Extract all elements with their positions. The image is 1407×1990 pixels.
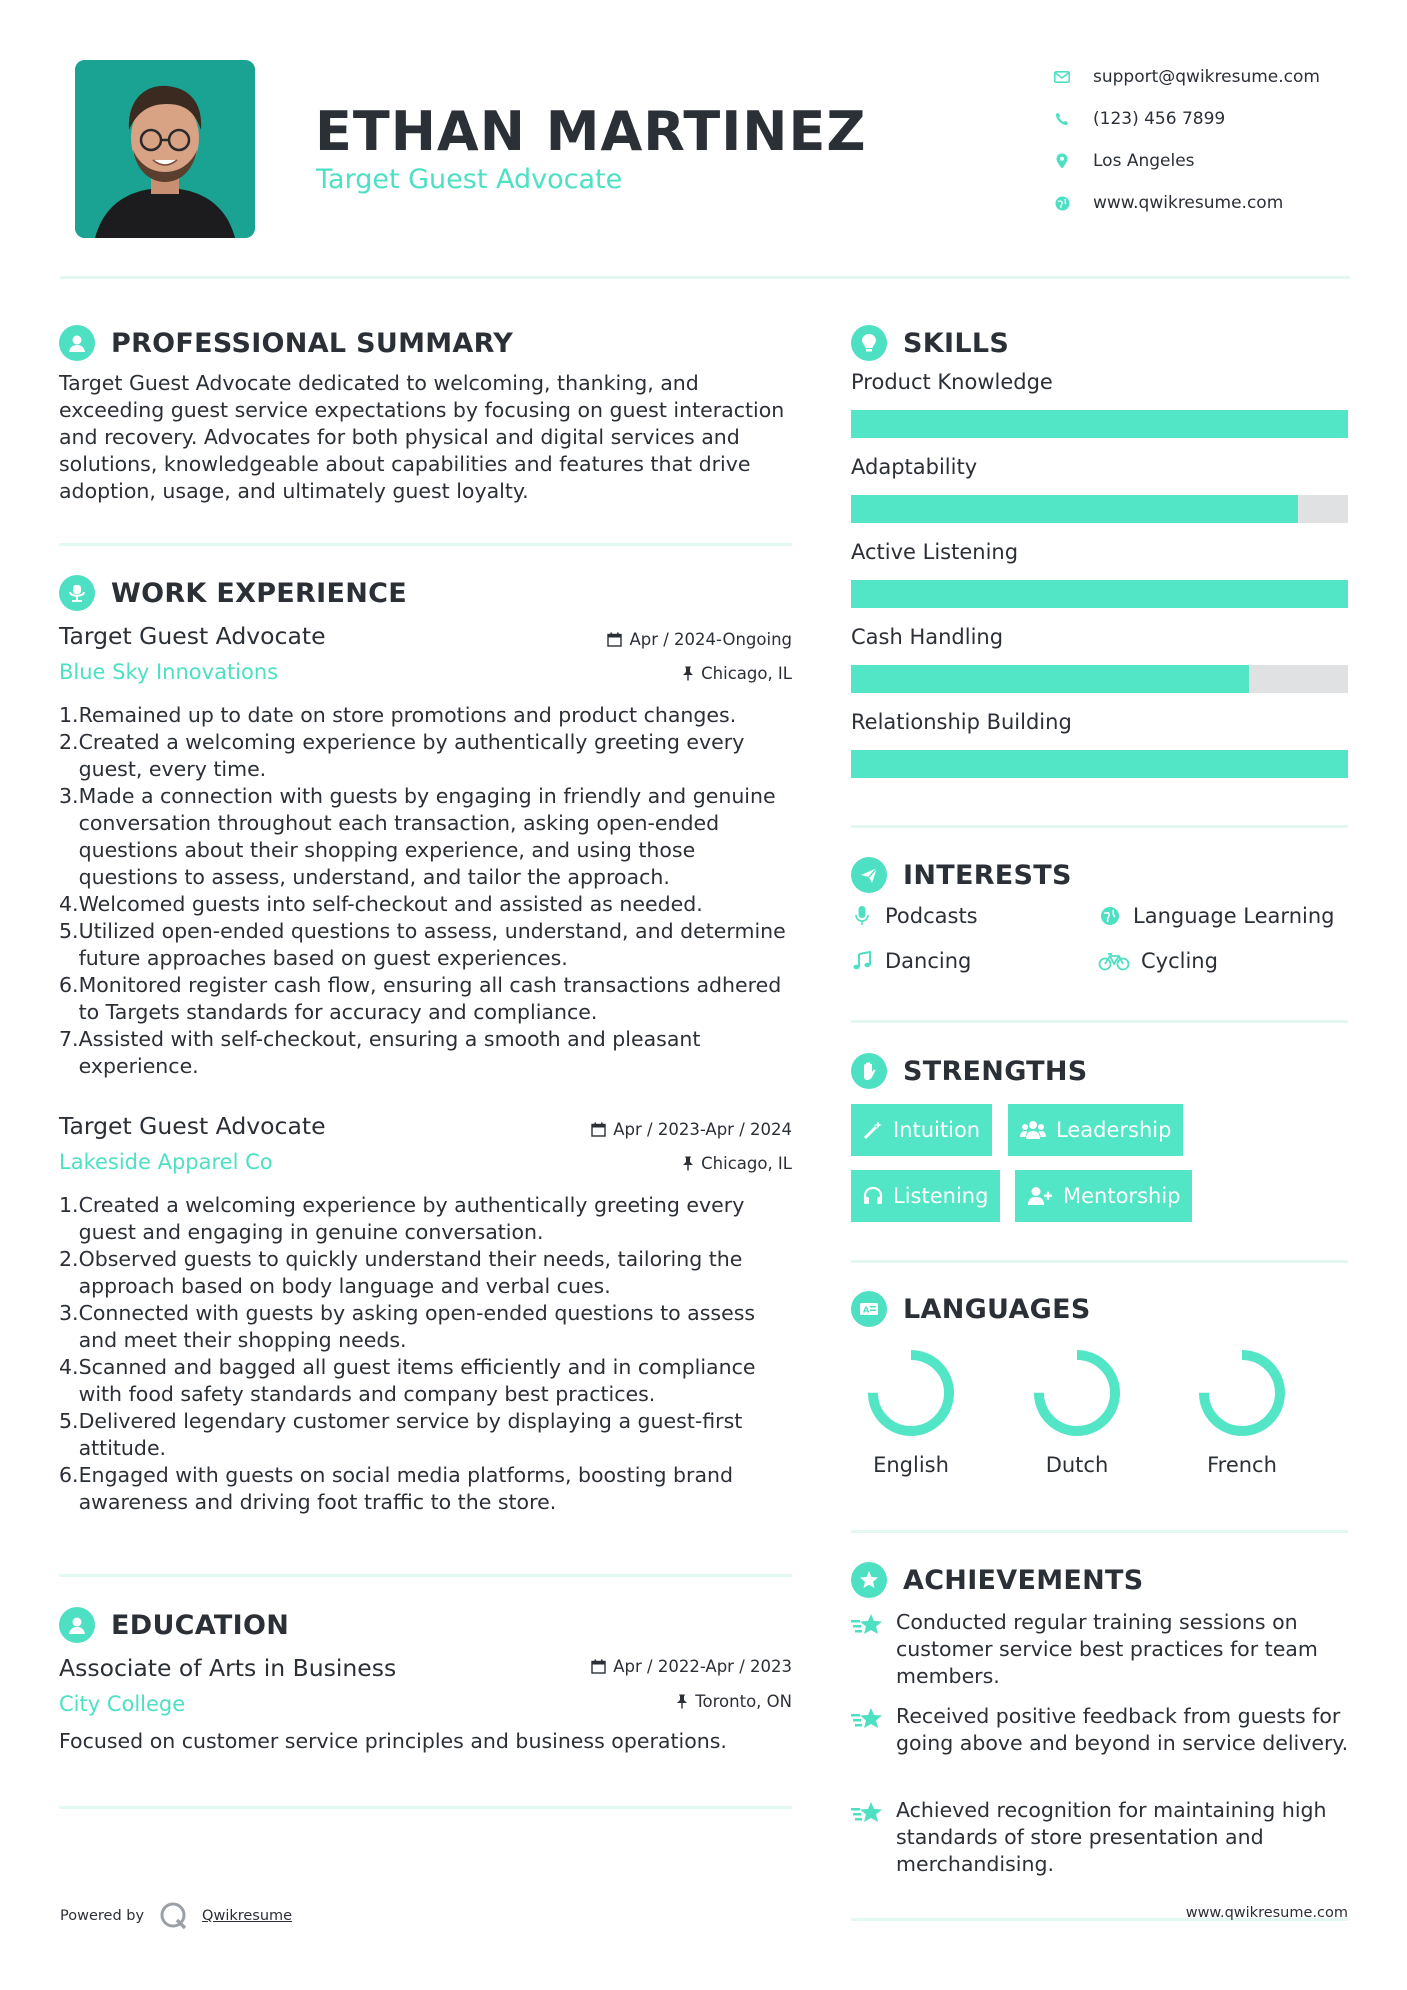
list-item: 2. Observed guests to quickly understand their needs, tailoring the approach based on body language and verbal cues.: [59, 1247, 743, 1298]
job-2-dates-text: Apr / 2023-Apr / 2024: [613, 1120, 792, 1139]
list-item: 4. Welcomed guests into self-checkout and assisted as needed.: [59, 892, 703, 916]
qwikresume-link[interactable]: Qwikresume: [202, 1908, 293, 1924]
strength-listening: [851, 1170, 1000, 1222]
skill-4-bar: [851, 665, 1348, 693]
graduate-icon: [59, 1607, 95, 1643]
achievement-2: [851, 1703, 1351, 1757]
interest-language-learning: [1097, 904, 1334, 928]
achievement-3-text: Achieved recognition for maintaining high standards of store presentation and merchandising.: [896, 1798, 1327, 1876]
job-1-company: Blue Sky Innovations: [59, 660, 279, 684]
list-item: 7. Assisted with self-checkout, ensuring a smooth and pleasant experience.: [59, 1027, 701, 1078]
languages-divider: [851, 1530, 1348, 1533]
experience-heading: [59, 575, 407, 611]
pushpin-icon: [682, 1156, 694, 1171]
education-location: [520, 1692, 792, 1711]
lightbulb-icon: [851, 325, 887, 361]
skill-2-bar: [851, 495, 1348, 523]
skill-4-name: Cash Handling: [851, 625, 1004, 649]
list-item: 2. Created a welcoming experience by authentically greeting every guest, every time.: [59, 730, 745, 781]
skill-1-name: Product Knowledge: [851, 370, 1053, 394]
strengths-divider: [851, 1260, 1348, 1263]
pushpin-icon: [676, 1694, 688, 1709]
skill-1-bar: [851, 410, 1348, 438]
summary-divider: [59, 543, 792, 546]
skills-heading: [851, 325, 1009, 361]
strength-intuition: [851, 1104, 992, 1156]
job-2-bullets: [59, 1192, 799, 1516]
skill-3-name: Active Listening: [851, 540, 1019, 564]
education-dates: [520, 1657, 792, 1676]
contact-phone[interactable]: [1053, 98, 1383, 140]
strengths-heading-text: STRENGTHS: [903, 1055, 1088, 1087]
strength-mentorship: [1015, 1170, 1192, 1222]
globe-icon: [1053, 194, 1071, 212]
calendar-icon: [591, 1659, 606, 1674]
footer-website[interactable]: www.qwikresume.com: [1185, 1905, 1348, 1921]
qwikresume-logo-icon: [158, 1900, 190, 1932]
star-badge-icon: [851, 1562, 887, 1598]
globe-icon: [1097, 906, 1123, 926]
contact-email-text: support@qwikresume.com: [1093, 67, 1320, 87]
svg-text:A: A: [863, 1305, 870, 1315]
job-1-bullets: [59, 702, 799, 1080]
education-location-text: Toronto, ON: [695, 1692, 792, 1711]
language-french: [1182, 1345, 1302, 1477]
strengths-heading: [851, 1053, 1088, 1089]
skill-5-bar: [851, 750, 1348, 778]
education-degree: Associate of Arts in Business: [59, 1654, 397, 1682]
contact-website-text: www.qwikresume.com: [1093, 193, 1284, 213]
language-dutch-label: Dutch: [1045, 1453, 1109, 1477]
list-item: 6. Engaged with guests on social media platforms, boosting brand awareness and driving foot traffic to the store.: [59, 1463, 734, 1514]
briefcase-icon: [59, 575, 95, 611]
skill-3-bar: [851, 580, 1348, 608]
education-school: City College: [59, 1692, 186, 1716]
header-divider: [60, 276, 1350, 279]
skill-3-fill: [851, 580, 1348, 608]
powered-by-text: Powered by: [60, 1908, 145, 1924]
job-2-dates: [520, 1120, 792, 1139]
profile-photo: [75, 60, 255, 238]
strength-leadership-label: Leadership: [1056, 1118, 1172, 1142]
achievements-heading-text: ACHIEVEMENTS: [903, 1564, 1144, 1596]
job-2-location: [540, 1154, 792, 1173]
footer-powered-by: [60, 1900, 292, 1932]
job-2-location-text: Chicago, IL: [701, 1154, 792, 1173]
strength-listening-label: Listening: [893, 1184, 989, 1208]
star-icon: [851, 1703, 896, 1757]
education-dates-text: Apr / 2022-Apr / 2023: [613, 1657, 792, 1676]
experience-heading-text: WORK EXPERIENCE: [111, 577, 407, 609]
user-circle-icon: [59, 325, 95, 361]
contact-phone-text: (123) 456 7899: [1093, 109, 1226, 129]
job-1-dates-text: Apr / 2024-Ongoing: [629, 630, 792, 649]
contact-email[interactable]: [1053, 56, 1383, 98]
summary-text: Target Guest Advocate dedicated to welcoming, thanking, and exceeding guest service expectations by focusing on guest interaction and recovery. Advocates for both physical and digital services and solutions, knowledgeable about capabilities and features that drive adoption, usage, and ultimately guest loyalty.: [59, 371, 785, 503]
calendar-icon: [607, 632, 622, 647]
job-1-location-text: Chicago, IL: [701, 664, 792, 683]
contact-website[interactable]: [1053, 182, 1383, 224]
skills-heading-text: SKILLS: [903, 327, 1010, 359]
paper-plane-icon: [851, 857, 887, 893]
interest-cycling-label: Cycling: [1141, 949, 1218, 973]
achievement-1: [851, 1609, 1351, 1690]
pushpin-icon: [682, 666, 694, 681]
strength-leadership: [1008, 1104, 1183, 1156]
summary-heading: [59, 325, 513, 361]
candidate-name: ETHAN MARTINEZ: [315, 100, 867, 163]
star-icon: [851, 1797, 896, 1878]
education-heading: [59, 1607, 289, 1643]
candidate-title: Target Guest Advocate: [316, 164, 623, 195]
calendar-icon: [591, 1122, 606, 1137]
skill-4-fill: [851, 665, 1249, 693]
user-plus-icon: [1027, 1186, 1053, 1206]
interest-podcasts-label: Podcasts: [885, 904, 978, 928]
music-icon: [849, 951, 875, 971]
interest-dancing: [849, 949, 971, 973]
strength-intuition-label: Intuition: [893, 1118, 981, 1142]
contact-location-text: Los Angeles: [1093, 151, 1195, 171]
hand-icon: [851, 1053, 887, 1089]
star-icon: [851, 1609, 896, 1690]
languages-heading-text: LANGUAGES: [903, 1293, 1091, 1325]
interest-language-learning-label: Language Learning: [1133, 904, 1335, 928]
achievements-heading: [851, 1562, 1144, 1598]
achievement-3: [851, 1797, 1351, 1878]
list-item: 3. Made a connection with guests by engaging in friendly and genuine conversation throughout each transaction, asking open-ended questions about their shopping experience, and using those questions to assess, understand, and tailor the approach.: [59, 784, 776, 889]
list-item: 4. Scanned and bagged all guest items efficiently and in compliance with food safety standards and company best practices.: [59, 1355, 756, 1406]
language-french-ring: [1194, 1345, 1290, 1441]
list-item: 1. Remained up to date on store promotions and product changes.: [59, 703, 737, 727]
achievement-2-text: Received positive feedback from guests for going above and beyond in service delivery.: [896, 1704, 1349, 1755]
language-english-ring: [863, 1345, 959, 1441]
interests-divider: [851, 1020, 1348, 1023]
summary-heading-text: PROFESSIONAL SUMMARY: [111, 327, 514, 359]
job-1-dates: [540, 630, 792, 649]
experience-divider: [59, 1574, 792, 1577]
language-dutch: [1017, 1345, 1137, 1477]
interest-cycling: [1097, 949, 1218, 973]
language-french-label: French: [1207, 1453, 1277, 1477]
language-icon: [851, 1291, 887, 1327]
envelope-icon: [1053, 68, 1071, 86]
language-dutch-ring: [1029, 1345, 1125, 1441]
magic-wand-icon: [863, 1120, 883, 1140]
skill-2-name: Adaptability: [851, 455, 978, 479]
users-icon: [1020, 1120, 1046, 1140]
list-item: 5. Delivered legendary customer service by displaying a guest-first attitude.: [59, 1409, 743, 1460]
headphones-icon: [863, 1186, 883, 1206]
contact-location: [1053, 140, 1383, 182]
phone-icon: [1053, 110, 1071, 128]
skill-2-fill: [851, 495, 1298, 523]
map-pin-icon: [1053, 152, 1071, 170]
skill-5-name: Relationship Building: [851, 710, 1072, 734]
job-1-location: [540, 664, 792, 683]
languages-heading: [851, 1291, 1091, 1327]
job-2-title: Target Guest Advocate: [59, 1112, 326, 1140]
list-item: 5. Utilized open-ended questions to assess, understand, and determine future approaches based on guest experiences.: [59, 919, 786, 970]
skill-5-fill: [851, 750, 1348, 778]
list-item: 6. Monitored register cash flow, ensuring all cash transactions adhered to Targets standards for accuracy and compliance.: [59, 973, 782, 1024]
interest-podcasts: [849, 904, 978, 928]
interests-heading: [851, 857, 1072, 893]
education-divider: [59, 1806, 792, 1809]
list-item: 1. Created a welcoming experience by authentically greeting every guest and engaging in genuine conversation.: [59, 1193, 745, 1244]
interest-dancing-label: Dancing: [885, 949, 972, 973]
education-description: Focused on customer service principles and business operations.: [59, 1729, 727, 1753]
bicycle-icon: [1097, 951, 1131, 971]
education-heading-text: EDUCATION: [111, 1609, 290, 1641]
language-english-label: English: [873, 1453, 949, 1477]
achievement-1-text: Conducted regular training sessions on customer service best practices for team members.: [896, 1610, 1318, 1688]
skill-1-fill: [851, 410, 1348, 438]
job-1-title: Target Guest Advocate: [59, 622, 326, 650]
language-english: [851, 1345, 971, 1477]
interests-heading-text: INTERESTS: [903, 859, 1072, 891]
strength-mentorship-label: Mentorship: [1063, 1184, 1181, 1208]
list-item: 3. Connected with guests by asking open-ended questions to assess and meet their shopping needs.: [59, 1301, 756, 1352]
job-2-company: Lakeside Apparel Co: [59, 1150, 273, 1174]
skills-divider: [851, 825, 1348, 828]
contact-block: [1053, 56, 1383, 224]
microphone-icon: [849, 905, 875, 927]
